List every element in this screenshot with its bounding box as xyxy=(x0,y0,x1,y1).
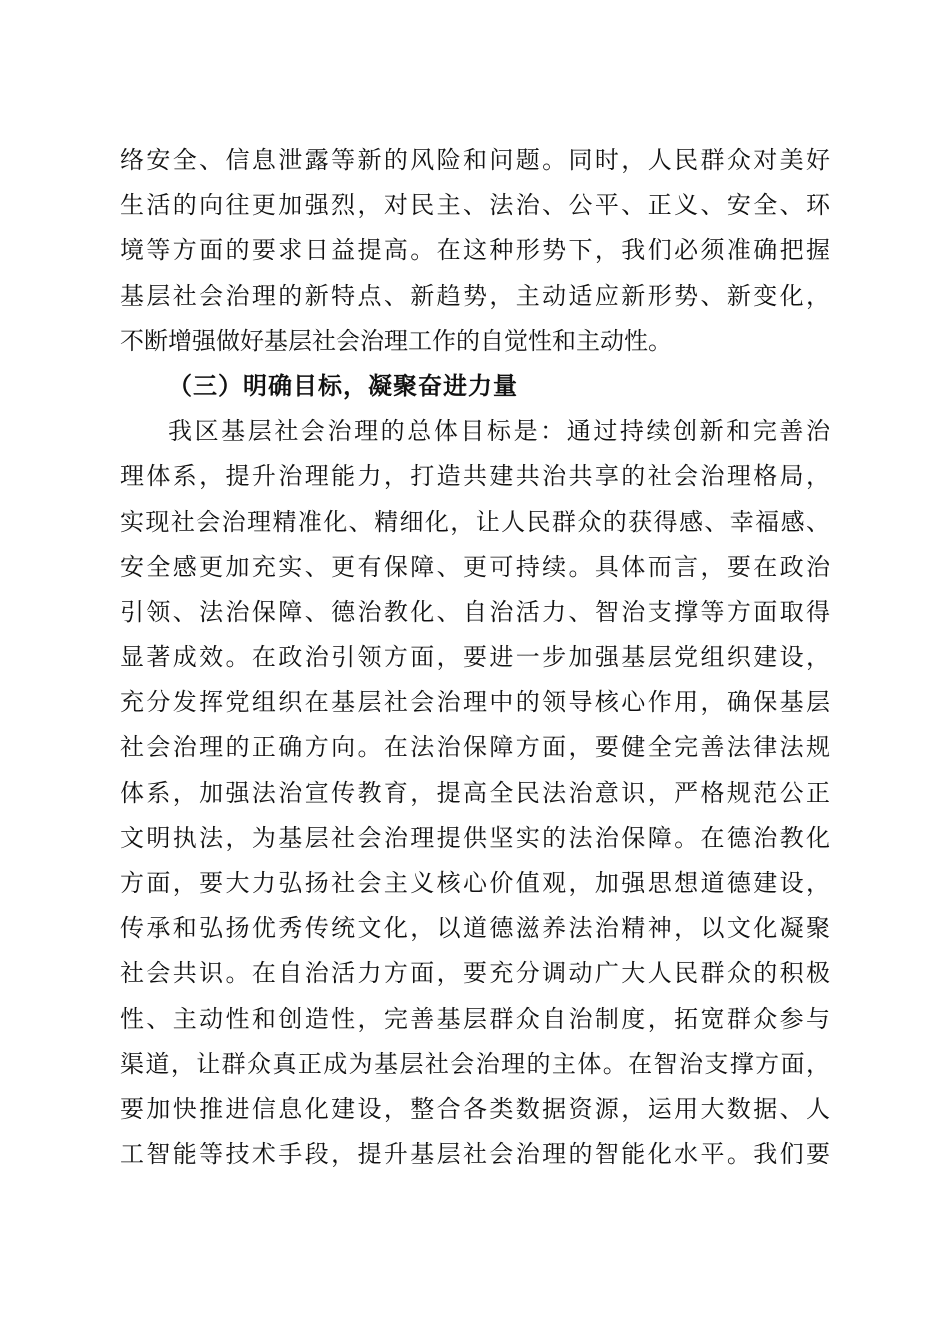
paragraph-line: 体系，加强法治宣传教育，提高全民法治意识，严格规范公正 xyxy=(120,778,830,807)
paragraph-line: 渠道，让群众真正成为基层社会治理的主体。在智治支撑方面， xyxy=(120,1049,830,1078)
paragraph-line: 境等方面的要求日益提高。在这种形势下，我们必须准确把握 xyxy=(120,236,830,265)
paragraph-line: 理体系，提升治理能力，打造共建共治共享的社会治理格局， xyxy=(120,462,830,491)
paragraph-line: 社会共识。在自治活力方面，要充分调动广大人民群众的积极 xyxy=(120,959,830,988)
paragraph-line: 社会治理的正确方向。在法治保障方面，要健全完善法律法规 xyxy=(120,733,830,762)
paragraph-line: 充分发挥党组织在基层社会治理中的领导核心作用，确保基层 xyxy=(120,688,830,717)
paragraph-line: 文明执法，为基层社会治理提供坚实的法治保障。在德治教化 xyxy=(120,823,830,852)
paragraph-line: 不断增强做好基层社会治理工作的自觉性和主动性。 xyxy=(120,326,672,355)
paragraph-line: 安全感更加充实、更有保障、更可持续。具体而言，要在政治 xyxy=(120,552,830,581)
paragraph-line: 方面，要大力弘扬社会主义核心价值观，加强思想道德建设， xyxy=(120,869,830,897)
paragraph-line: 要加快推进信息化建设，整合各类数据资源，运用大数据、人 xyxy=(120,1094,830,1123)
paragraph-line: 生活的向往更加强烈，对民主、法治、公平、正义、安全、环 xyxy=(120,191,830,220)
paragraph-line: 显著成效。在政治引领方面，要进一步加强基层党组织建设， xyxy=(120,643,830,672)
document-body xyxy=(120,138,830,1177)
paragraph-line: 实现社会治理精准化、精细化，让人民群众的获得感、幸福感、 xyxy=(120,507,830,536)
paragraph-1 xyxy=(120,138,830,364)
paragraph-line: 络安全、信息泄露等新的风险和问题。同时，人民群众对美好 xyxy=(120,146,830,174)
section-heading: （三）明确目标，凝聚奋进力量 xyxy=(168,371,518,400)
paragraph-2 xyxy=(120,409,830,1177)
paragraph-line: 引领、法治保障、德治教化、自治活力、智治支撑等方面取得 xyxy=(120,597,830,626)
paragraph-line: 基层社会治理的新特点、新趋势，主动适应新形势、新变化， xyxy=(120,281,830,310)
paragraph-line: 我区基层社会治理的总体目标是：通过持续创新和完善治 xyxy=(168,417,830,446)
paragraph-line: 传承和弘扬优秀传统文化，以道德滋养法治精神，以文化凝聚 xyxy=(120,914,830,943)
paragraph-line: 工智能等技术手段，提升基层社会治理的智能化水平。我们要 xyxy=(120,1140,830,1169)
paragraph-line: 性、主动性和创造性，完善基层群众自治制度，拓宽群众参与 xyxy=(120,1004,830,1033)
